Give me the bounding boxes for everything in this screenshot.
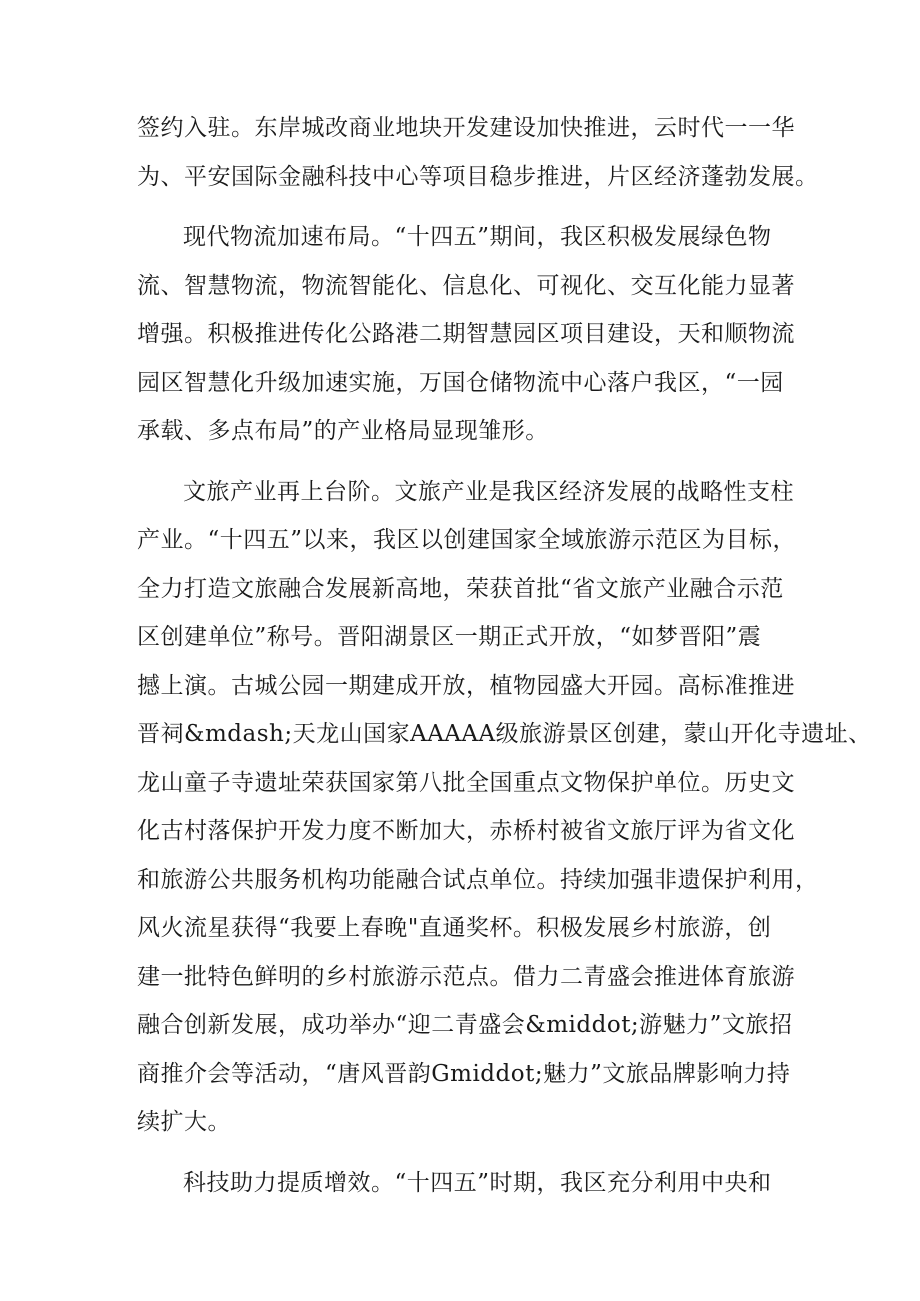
text-line: 商推介会等活动，“唐风晋韵Gmiddot;魅力”文旅品牌影响力持 [137, 1060, 791, 1087]
text-line: 风火流星获得“我要上春晚"直通奖杯。积极发展乡村旅游，创 [137, 915, 772, 941]
text-line: 撼上演。古城公园一期建成开放，植物园盛大开园。高标准推进 [137, 672, 795, 699]
text-line: 产业。“十四五”以来，我区以创建国家全域旅游示范区为目标， [137, 527, 797, 553]
text-line: 融合创新发展，成功举办“迎二青盛会&middot;游魅力”文旅招 [137, 1012, 793, 1038]
text-line: 化古村落保护开发力度不断加大，赤桥村被省文旅厅评为省文化 [137, 818, 795, 844]
text-line: 流、智慧物流，物流智能化、信息化、可视化、交互化能力显著 [137, 272, 795, 299]
text-line: 建一批特色鲜明的乡村旅游示范点。借力二青盛会推进体育旅游 [137, 963, 795, 990]
text-line: 龙山童子寺遗址荣获国家第八批全国重点文物保护单位。历史文 [137, 769, 795, 796]
text-line: 晋祠&mdash;天龙山国家AAAAA级旅游景区创建，蒙山开化寺遗址、 [137, 721, 872, 747]
text-line: 增强。积极推进传化公路港二期智慧园区项目建设，天和顺物流 [137, 321, 795, 347]
text-line: 承载、多点布局”的产业格局显现雏形。 [137, 418, 549, 444]
text-line: 园区智慧化升级加速实施，万国仓储物流中心落户我区，“一园 [137, 369, 784, 396]
paragraph-tech [137, 1159, 787, 1208]
text-line: 现代物流加速布局。“十四五”期间，我区积极发展绿色物 [183, 224, 772, 250]
text-line: 和旅游公共服务机构功能融合试点单位。持续加强非遗保护利用， [137, 866, 819, 893]
document-page [137, 104, 872, 1219]
paragraph-logistics [137, 213, 795, 456]
text-line: 文旅产业再上台阶。文旅产业是我区经济发展的战略性支柱 [183, 478, 794, 505]
text-line: 科技助力提质增效。“十四五”时期，我区充分利用中央和 [183, 1169, 772, 1196]
text-line: 全力打造文旅融合发展新高地，荣获首批“省文旅产业融合示范 [137, 575, 784, 602]
paragraph-tourism [137, 468, 872, 1147]
text-line: 为、平安国际金融科技中心等项目稳步推进，片区经济蓬勃发展。 [137, 163, 819, 190]
text-line: 续扩大。 [137, 1109, 231, 1135]
paragraph-dongan [137, 104, 819, 201]
text-line: 区创建单位”称号。晋阳湖景区一期正式开放，“如梦晋阳”震 [137, 624, 762, 650]
text-line: 签约入驻。东岸城改商业地块开发建设加快推进，云时代一一华 [137, 115, 795, 141]
